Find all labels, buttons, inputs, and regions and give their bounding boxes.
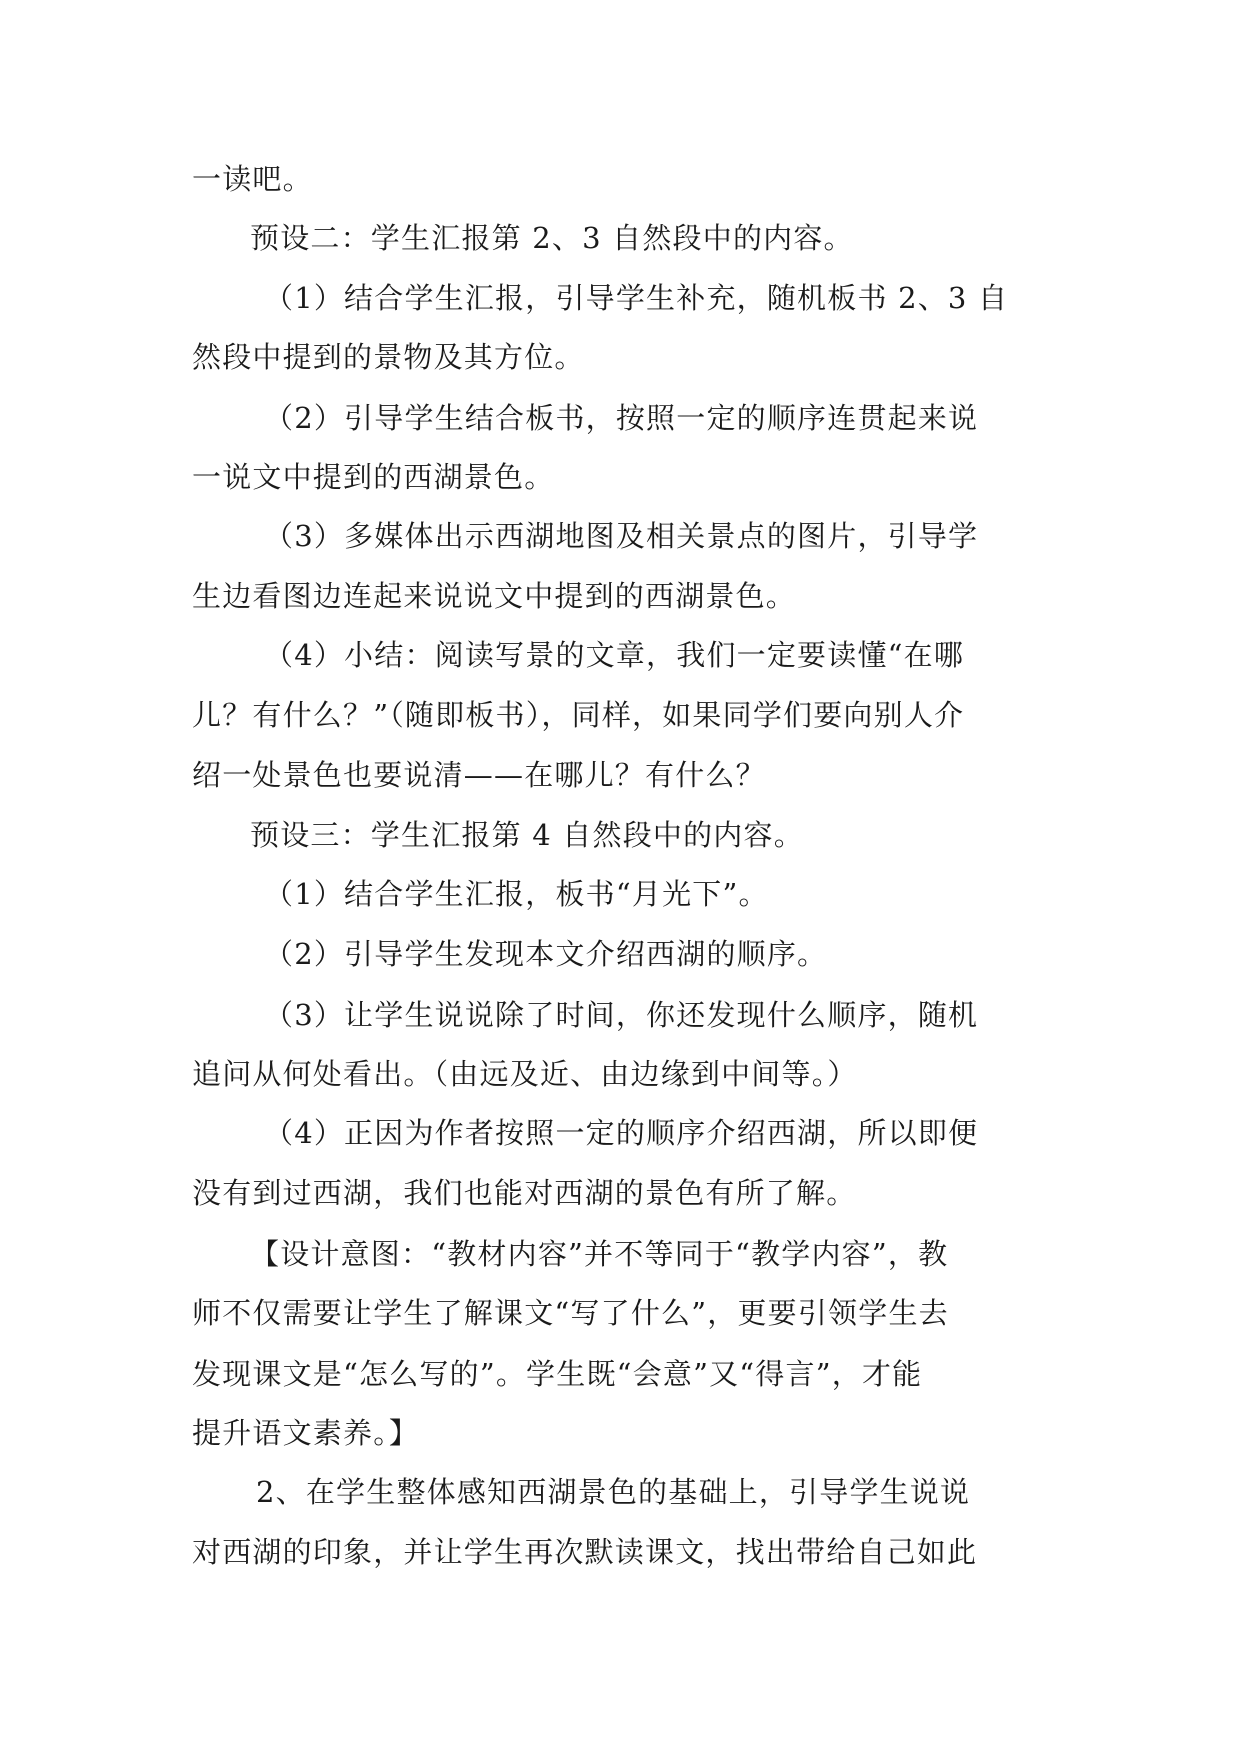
text-line: 提升语文素养。】 <box>192 1416 420 1450</box>
text-line: 追问从何处看出。（由远及近、由边缘到中间等。） <box>192 1057 858 1091</box>
text-line: 对西湖的印象，并让学生再次默读课文，找出带给自己如此 <box>192 1535 978 1569</box>
text-line: 师不仅需要让学生了解课文“写了什么”，更要引领学生去 <box>192 1296 949 1330</box>
text-line: 预设三：学生汇报第 4 自然段中的内容。 <box>250 818 804 852</box>
text-line: （2）引导学生发现本文介绍西湖的顺序。 <box>264 937 828 971</box>
text-line: （3）多媒体出示西湖地图及相关景点的图片，引导学 <box>264 519 979 553</box>
text-line: 发现课文是“怎么写的”。学生既“会意”又“得言”，才能 <box>192 1357 923 1391</box>
text-line: 一说文中提到的西湖景色。 <box>192 460 555 494</box>
text-line: 【设计意图：“教材内容”并不等同于“教学内容”，教 <box>250 1237 949 1271</box>
text-line: （1）结合学生汇报，引导学生补充，随机板书 2、3 自 <box>264 281 1009 315</box>
text-line: （2）引导学生结合板书，按照一定的顺序连贯起来说 <box>264 401 979 435</box>
text-line: （4）小结：阅读写景的文章，我们一定要读懂“在哪 <box>264 638 965 672</box>
text-line: 预设二：学生汇报第 2、3 自然段中的内容。 <box>250 221 854 255</box>
text-line: 没有到过西湖，我们也能对西湖的景色有所了解。 <box>192 1176 857 1210</box>
text-line: （3）让学生说说除了时间，你还发现什么顺序，随机 <box>264 998 979 1032</box>
text-line: 儿？有什么？”（随即板书），同样，如果同学们要向别人介 <box>192 698 965 732</box>
text-line: 然段中提到的景物及其方位。 <box>192 340 585 374</box>
text-line: 一读吧。 <box>192 162 313 196</box>
text-line: （4）正因为作者按照一定的顺序介绍西湖，所以即便 <box>264 1116 979 1150</box>
text-line: 2、在学生整体感知西湖景色的基础上，引导学生说说 <box>256 1475 971 1509</box>
text-line: （1）结合学生汇报，板书“月光下”。 <box>264 877 769 911</box>
text-line: 绍一处景色也要说清——在哪儿？有什么？ <box>192 758 766 792</box>
text-line: 生边看图边连起来说说文中提到的西湖景色。 <box>192 579 797 613</box>
